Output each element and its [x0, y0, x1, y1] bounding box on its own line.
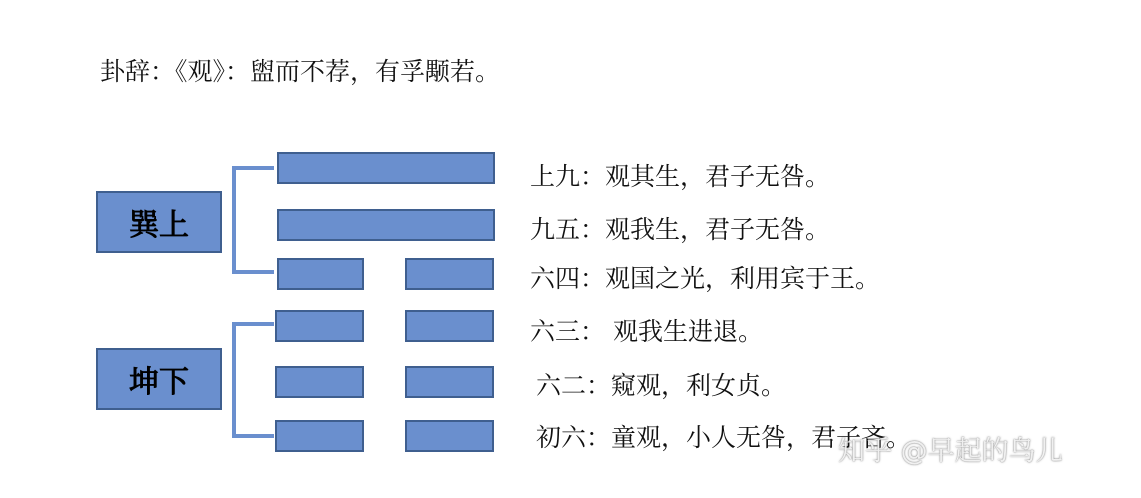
line-text-shang-jiu: 上九：观其生，君子无咎。: [530, 162, 831, 191]
line-text-liu-san: 六三： 观我生进退。: [530, 317, 763, 346]
yin-line-left-segment: [277, 258, 364, 290]
watermark: 知乎 @早起的鸟儿: [838, 436, 1063, 467]
line-text-liu-er: 六二：窥观，利女贞。: [536, 371, 787, 400]
line-text-jiu-wu: 九五：观我生，君子无咎。: [530, 215, 831, 244]
lower-trigram-label: 坤下: [129, 365, 189, 400]
yang-line-bar: [277, 209, 495, 241]
upper-trigram-bracket: [232, 166, 274, 274]
yin-line-right-segment: [405, 310, 494, 342]
yin-line-right-segment: [405, 420, 494, 452]
yin-line-right-segment: [405, 366, 494, 398]
line-text-liu-si: 六四：观国之光，利用宾于王。: [530, 264, 881, 293]
line-text-chu-liu: 初六：童观，小人无咎，君子吝。: [536, 423, 912, 452]
yang-line-bar: [277, 152, 495, 184]
hexagram-judgment: 卦辞：《观》：盥而不荐，有孚颙若。: [100, 57, 501, 86]
yin-line-left-segment: [275, 366, 364, 398]
yin-line-left-segment: [275, 420, 364, 452]
upper-trigram-label: 巽上: [129, 208, 189, 243]
upper-trigram-box: [96, 191, 222, 253]
yin-line-left-segment: [275, 310, 364, 342]
lower-trigram-bracket: [232, 322, 274, 438]
yin-line-right-segment: [405, 258, 494, 290]
lower-trigram-box: [96, 348, 222, 410]
